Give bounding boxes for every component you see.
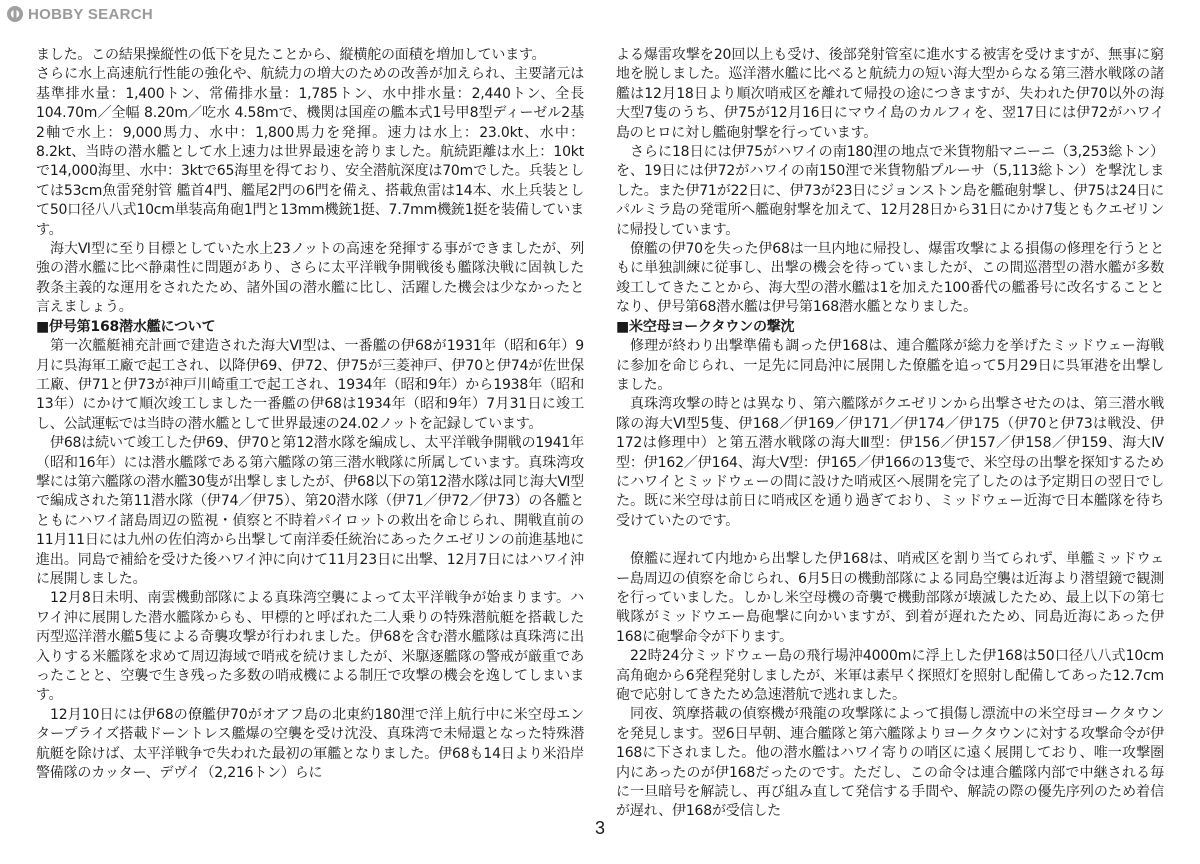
paragraph: 海大Ⅵ型に至り目標としていた水上23ノットの高速を発揮する事ができましたが、列強の潜水艦に比べ静粛性に問題があり、さらに太平洋戦争開戦後も艦隊決戦に固執した教条主義的な運用をされたため、諸外国の潜水艦に比し、活躍した機会は少なかったと言えましょう。 [36, 241, 584, 316]
paragraph: よる爆雷攻撃を20回以上も受け、後部発射管室に進水する被害を受けますが、無事に窮地を脱しました。巡洋潜水艦に比べると航続力の短い海大型からなる第三潜水戦隊の諸艦は12月18日より順次哨戒区を離れて帰投の途につきますが、失われた伊70以外の海大型7隻のうち、伊75が12月16日にマウイ島のカルフィを、翌17日には伊72がハワイ島のヒロに対し艦砲射撃を行っています。 [616, 47, 1164, 141]
paragraph: 伊68は続いて竣工した伊69、伊70と第12潜水隊を編成し、太平洋戦争開戦の1941年（昭和16年）には潜水艦隊である第六艦隊の第三潜水戦隊に所属しています。真珠湾攻撃には第六艦隊の潜水艦30隻が出撃しましたが、伊68以下の第12潜水隊は同じ海大Ⅵ型で編成された第11潜水隊（伊74／伊75）、第20潜水隊（伊71／伊72／伊73）の各艦とともにハワイ諸島周辺の監視・偵察と不時着パイロットの救出を命じられ、開戦直前の11月11日には九州の佐伯湾から出撃して南洋委任統治にあったクエゼリンの前進基地に進出。同島で補給を受けた後ハワイ沖に向けて11月23日に出撃、12月7日にはハワイ沖に展開しました。 [36, 435, 584, 587]
section-heading: ■米空母ヨークタウンの撃沈 [616, 318, 795, 335]
paragraph-gap [616, 531, 1164, 550]
paragraph: 12月10日には伊68の僚艦伊70がオアフ島の北東約180浬で洋上航行中に米空母エンタープライズ搭載ドーントレス艦爆の空襲を受け沈没、真珠湾で未帰還となった特殊潜航艇を除けば、太平洋戦争で失われた最初の軍艦となりました。伊68も14日より米沿岸警備隊のカッター、デヴイ（2,216トン）らに [36, 706, 584, 782]
paragraph: 12月8日未明、南雲機動部隊による真珠湾空襲によって太平洋戦争が始まります。ハワイ沖に展開した潜水艦隊からも、甲標的と呼ばれた二人乗りの特殊潜航艇を搭載した丙型巡洋潜水艦5隻による奇襲攻撃が行われました。伊68を含む潜水艦隊は真珠湾に出入りする米艦隊を求めて周辺海域で哨戒を続けましたが、米駆逐艦隊の警戒が厳重であったことと、空襲で生き残った多数の哨戒機による制圧で攻撃の機会を逸してしまいます。 [36, 590, 584, 704]
paragraph: 真珠湾攻撃の時とは異なり、第六艦隊がクエゼリンから出撃させたのは、第三潜水戦隊の海大Ⅵ型5隻、伊168／伊169／伊171／伊174／伊175（伊70と伊73は戦没、伊172は修理中）と第五潜水戦隊の海大Ⅲ型：伊156／伊157／伊158／伊159、海大Ⅳ型：伊162／伊164、海大Ⅴ型：伊165／伊166の13隻で、米空母の出撃を探知するためにハワイとミッドウェーの間に設けた哨戒区へ展開を完了したのは予定期日の翌日でした。既に米空母は前日に哨戒区を通り過ぎており、ミッドウェー近海で日本艦隊を待ち受けていたのです。 [616, 396, 1164, 529]
paragraph: さらに18日には伊75がハワイの南180浬の地点で米貨物船マニーニ（3,253総トン）を、19日には伊72がハワイの南150浬で米貨物船プルーサ（5,113総トン）を撃沈しました。また伊71が22日に、伊73が23日にジョンストン島を艦砲射撃し、伊75は24日にパルミラ島の発電所へ艦砲射撃を加えて、12月28日から31日にかけ7隻ともクエゼリンに帰投しています。 [616, 144, 1164, 238]
paragraph: ました。この結果操縦性の低下を見たことから、縦横舵の面積を増加しています。 [36, 47, 546, 63]
paragraph: 僚艦の伊70を失った伊68は一旦内地に帰投し、爆雷攻撃による損傷の修理を行うとともに単独訓練に従事し、出撃の機会を待っていましたが、この間巡潜型の潜水艦が多数竣工してきたことから、海大型の潜水艦は1を加えた100番代の艦番号に改名することとなり、伊号第68潜水艦は伊号第168潜水艦となりました。 [616, 241, 1164, 316]
paragraph: 僚艦に遅れて内地から出撃した伊168は、哨戒区を割り当てられず、単艦ミッドウェー島周辺の偵察を命じられ、6月5日の機動部隊による同島空襲は近海より潜望鏡で観測を行っていました。しかし米空母機の奇襲で機動部隊が壊滅したため、最上以下の第七戦隊がミッドウエー島砲撃に向かいますが、到着が遅れたため、同島近海にあった伊168に砲撃命令が下ります。 [616, 551, 1164, 645]
page-number: 3 [594, 818, 605, 838]
paragraph: 第一次艦艇補充計画で建造された海大Ⅵ型は、一番艦の伊68が1931年（昭和6年）9月に呉海軍工廠で起工され、以降伊69、伊72、伊75が三菱神戸、伊70と伊74が佐世保工廠、伊71と伊73が神戸川崎重工で起工され、1934年（昭和9年）から1938年（昭和13年）にかけて順次竣工しました一番艦の伊68は1934年（昭和9年）7月31日に竣工し、公試運転では当時の潜水艦として世界最速の24.02ノットを記録しています。 [36, 338, 584, 432]
left-column [36, 46, 584, 783]
paragraph: 22時24分ミッドウェー島の飛行場沖4000mに浮上した伊168は50口径八八式10cm高角砲から6発程発射しましたが、米軍は素早く探照灯を照射し配備してあった12.7cm砲で応射してきたため急速潜航で逃れました。 [616, 648, 1164, 703]
watermark-text: HOBBY SEARCH [28, 5, 154, 23]
right-column [616, 46, 1164, 822]
paragraph: さらに水上高速航行性能の強化や、航続力の増大のための改善が加えられ、主要諸元は基準排水量：1,400トン、常備排水量：1,785トン、水中排水量：2,440トン、全長 104.70m／全幅 8.20m／吃水 4.58mで、機関は国産の艦本式1号甲8型ディーゼル2基2軸で水上：9,000馬力、水中：1,800馬力を発揮。速力は水上：23.0kt、水中：8.2kt、当時の潜水艦として水上速力は世界最速を誇りました。航続距離は水上：10ktで14,000海里、水中：3ktで65海里を得ており、安全潜航深度は70mでした。兵装としては53cm魚雷発射管 艦首4門、艦尾2門の6門を備え、搭載魚雷は14本、水上兵装として50口径八八式10cm単装高角砲1門と13mm機銃1挺、7.7mm機銃1挺を装備しています。 [36, 66, 584, 238]
paragraph: 修理が終わり出撃準備も調った伊168は、連合艦隊が総力を挙げたミッドウェー海戦に参加を命じられ、一足先に同島沖に展開した僚艦を追って5月29日に呉軍港を出撃しました。 [616, 338, 1164, 393]
section-heading: ■伊号第168潜水艦について [36, 318, 216, 335]
site-watermark [6, 4, 153, 24]
logo-icon [6, 5, 24, 23]
paragraph: 同夜、筑摩搭載の偵察機が飛龍の攻撃隊によって損傷し漂流中の米空母ヨークタウンを発見します。翌6日早朝、連合艦隊と第六艦隊よりヨークタウンに対する攻撃命令が伊168に下されました。他の潜水艦はハワイ寄りの哨区に遠く展開しており、唯一攻撃圏内にあったのが伊168だったのです。ただし、この命令は連合艦隊内部で中継される毎に一旦暗号を解読し、再び組み直して発信する手間や、解読の際の優先序列のため着信が遅れ、伊168が受信した [616, 706, 1164, 820]
